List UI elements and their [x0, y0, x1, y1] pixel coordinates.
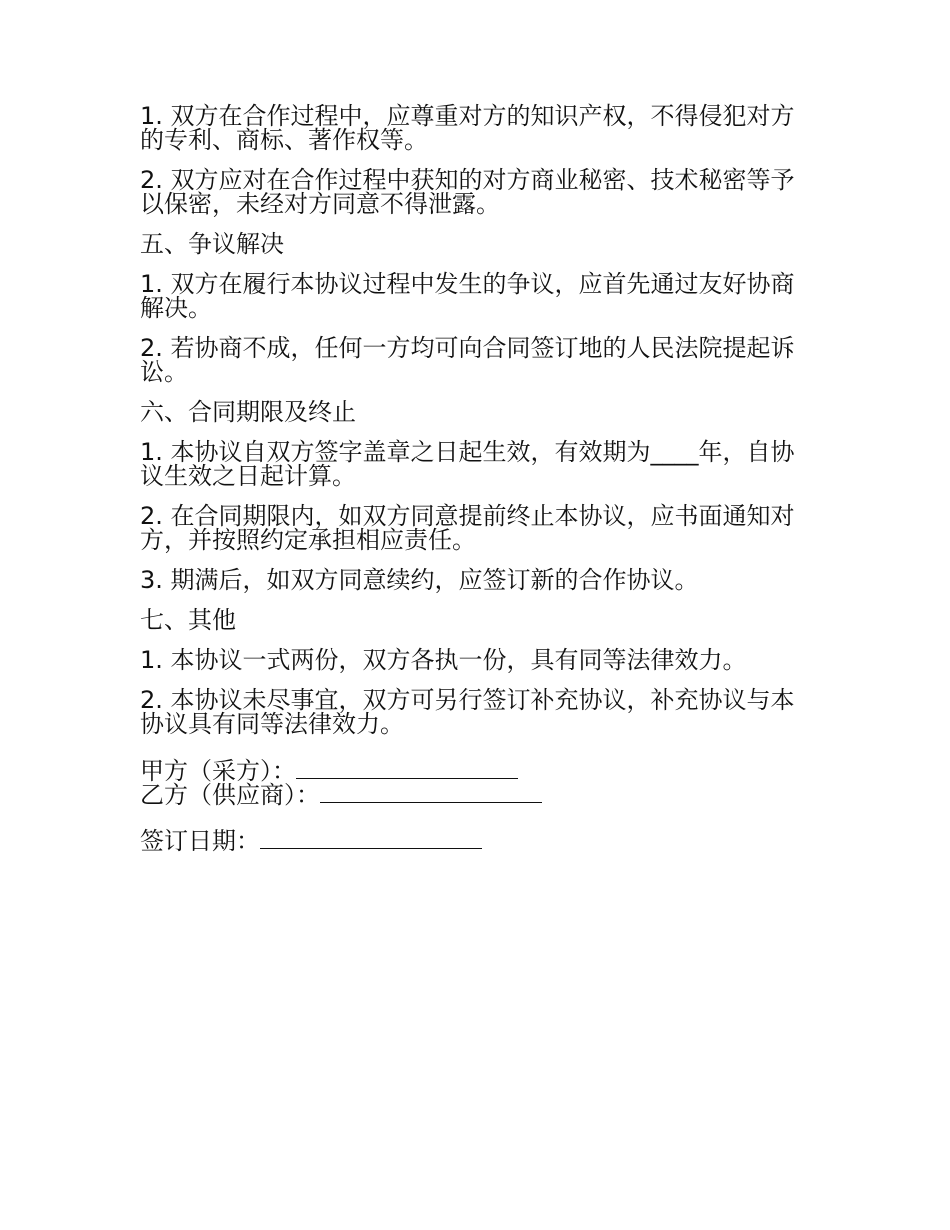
other-clause-2: 2. 本协议未尽事宜，双方可另行签订补充协议，补充协议与本协议具有同等法律效力。: [140, 686, 795, 738]
party-b-signature-blank[interactable]: [320, 782, 542, 803]
dispute-clause-2: 2. 若协商不成，任何一方均可向合同签订地的人民法院提起诉讼。: [140, 334, 795, 386]
section-heading-dispute: 五、争议解决: [140, 230, 284, 258]
other-clause-1: 1. 本协议一式两份，双方各执一份，具有同等法律效力。: [140, 646, 747, 674]
term-clause-2: 2. 在合同期限内，如双方同意提前终止本协议，应书面通知对方，并按照约定承担相应责任。: [140, 502, 795, 554]
ip-clause-2: 2. 双方应对在合作过程中获知的对方商业秘密、技术秘密等予以保密，未经对方同意不得泄露。: [140, 166, 795, 218]
sign-date-blank[interactable]: [260, 828, 482, 849]
term-clause-1-after: 年，自协议生效之日起计算。: [140, 438, 795, 490]
party-a-signature-blank[interactable]: [296, 758, 518, 779]
party-b-signature-line: [140, 781, 810, 809]
section-heading-term: 六、合同期限及终止: [140, 398, 356, 426]
sign-date-label: 签订日期：: [140, 827, 260, 855]
party-b-label: 乙方（供应商）：: [140, 781, 320, 809]
sign-date-line: [140, 828, 810, 853]
term-clause-1-before: 1. 本协议自双方签字盖章之日起生效，有效期为: [140, 438, 651, 466]
dispute-clause-1: 1. 双方在履行本协议过程中发生的争议，应首先通过友好协商解决。: [140, 270, 795, 322]
section-heading-other: 七、其他: [140, 606, 236, 634]
contract-page: [140, 104, 810, 877]
signature-block: [140, 758, 810, 853]
term-clause-1: [140, 440, 810, 488]
term-years-blank: ____: [650, 438, 699, 466]
party-a-label: 甲方（采方）：: [140, 757, 296, 785]
term-clause-3: 3. 期满后，如双方同意续约，应签订新的合作协议。: [140, 566, 699, 594]
ip-clause-1: 1. 双方在合作过程中，应尊重对方的知识产权，不得侵犯对方的专利、商标、著作权等。: [140, 102, 795, 154]
party-a-signature-line: [140, 757, 810, 785]
